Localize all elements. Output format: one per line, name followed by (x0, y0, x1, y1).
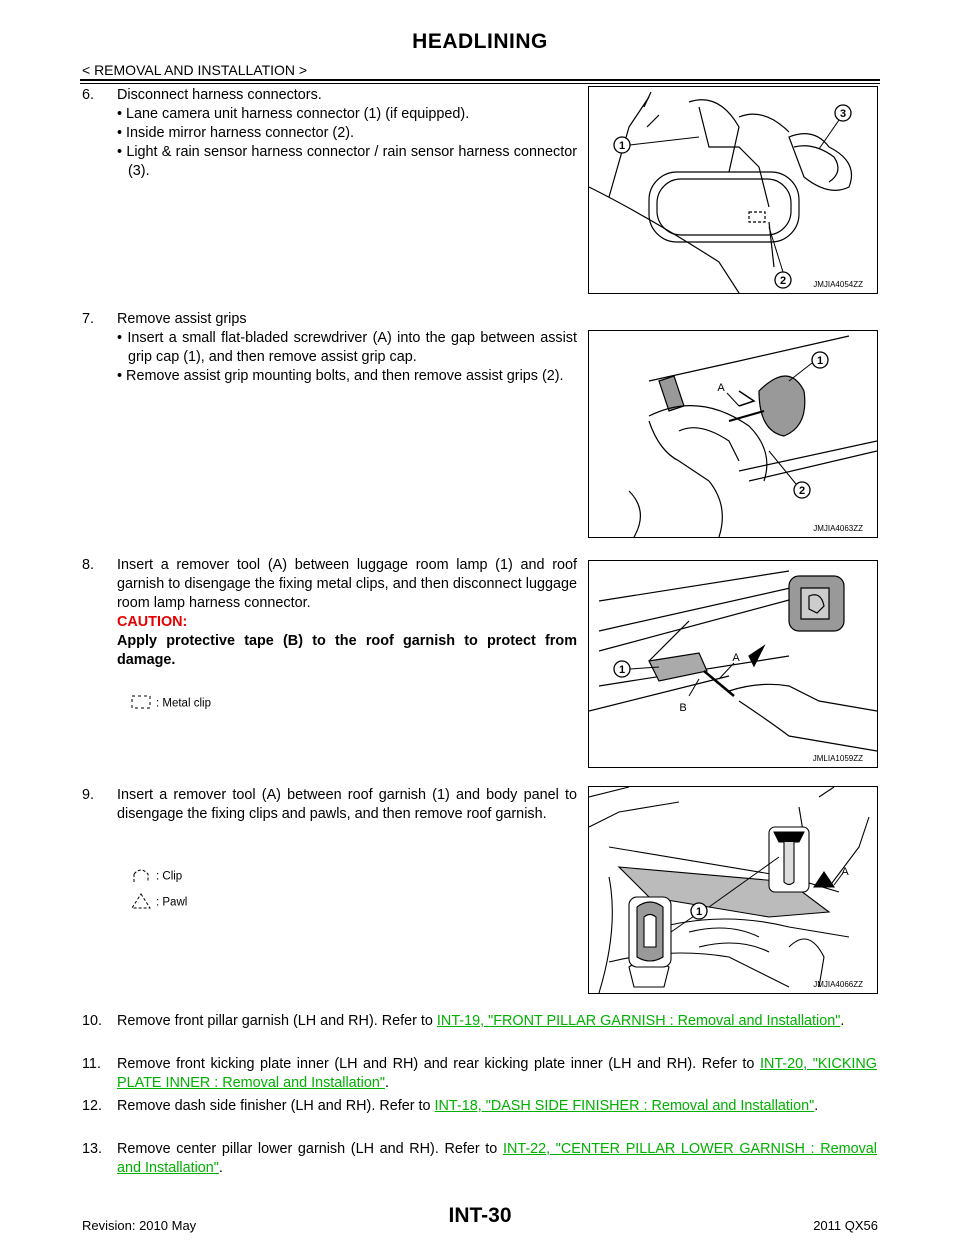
step-text: Insert a remover tool (A) between roof garnish (1) and body panel to disengage the fixing clips and pawls, and then remove roof garnish. (117, 787, 577, 822)
page-title: HEADLINING (412, 30, 548, 53)
callout-label: 2 (798, 485, 806, 497)
bullet-item: • Remove assist grip mounting bolts, and then remove assist grips (2). (117, 368, 564, 384)
caution-text: Apply protective tape (B) to the roof garnish to protect from damage. (117, 633, 577, 668)
bullet-item: • Insert a small flat-bladed screwdriver (A) into the gap between assist grip cap (1), and then remove assist grip cap. (117, 330, 577, 365)
figure-step-6 (588, 86, 878, 294)
legend-clip: : Clip (130, 866, 182, 887)
step-12: 12. Remove dash side finisher (LH and RH). Refer to INT-18, "DASH SIDE FINISHER : Removal and Installation". (82, 1098, 819, 1114)
bullet-item: • Inside mirror harness connector (2). (117, 125, 354, 141)
page-number: INT-30 (448, 1204, 512, 1227)
step-number: 7. (82, 311, 95, 327)
callout-label: 2 (779, 275, 787, 287)
step-number: 12. (82, 1098, 103, 1114)
clip-icon (130, 866, 156, 887)
callout-label: A (717, 382, 725, 394)
step-7 (82, 310, 577, 386)
caution-label: CAUTION: (117, 614, 188, 630)
mirror-illustration (589, 87, 877, 293)
header-rule-thin (80, 83, 880, 84)
figure-step-7 (588, 330, 878, 538)
figure-id: JMLIA1059ZZ (812, 754, 863, 763)
step-number: 11. (82, 1056, 101, 1072)
legend-pawl: : Pawl (130, 892, 187, 913)
figure-step-8 (588, 560, 878, 768)
callout-label: 1 (695, 906, 703, 918)
header-rule (80, 79, 880, 81)
step-number: 13. (82, 1141, 103, 1157)
luggage-lamp-illustration (589, 561, 877, 767)
ref-link-center-pillar[interactable]: INT-22, "CENTER PILLAR LOWER GARNISH : Removal and Installation" (117, 1141, 877, 1176)
callout-label: A (841, 866, 849, 878)
step-text: Remove assist grips (117, 311, 247, 327)
callout-label: 1 (618, 664, 626, 676)
ref-link-dash-side[interactable]: INT-18, "DASH SIDE FINISHER : Removal and Installation" (434, 1098, 815, 1114)
figure-id: JMJIA4066ZZ (813, 980, 863, 989)
step-number: 10. (82, 1013, 103, 1029)
step-text: Insert a remover tool (A) between luggage room lamp (1) and roof garnish to disengage the fixing metal clips, and then disconnect luggage room lamp harness connector. (117, 557, 577, 611)
callout-label: 3 (839, 108, 847, 120)
legend-metal-clip: : Metal clip (130, 694, 211, 713)
step-9 (82, 786, 577, 824)
metal-clip-icon (130, 694, 156, 713)
figure-step-9 (588, 786, 878, 994)
revision-date: Revision: 2010 May (82, 1218, 197, 1233)
figure-id: JMJIA4063ZZ (813, 524, 863, 533)
ref-link-kicking-plate[interactable]: INT-20, "KICKING PLATE INNER : Removal and Installation" (117, 1056, 877, 1091)
step-13: 13. Remove center pillar lower garnish (LH and RH). Refer to INT-22, "CENTER PILLAR LOWER GARNISH : Removal and Installation". (82, 1141, 877, 1176)
step-10: 10. Remove front pillar garnish (LH and RH). Refer to INT-19, "FRONT PILLAR GARNISH : Removal and Installation". (82, 1013, 845, 1029)
step-number: 8. (82, 557, 95, 573)
step-11: 11. Remove front kicking plate inner (LH and RH) and rear kicking plate inner (LH and RH). Refer to INT-20, "KICKING PLATE INNER : Removal and Installation". (82, 1056, 877, 1091)
section-breadcrumb: < REMOVAL AND INSTALLATION > (82, 62, 308, 78)
step-6 (82, 86, 577, 181)
bullet-item: • Light & rain sensor harness connector / rain sensor harness connector (3). (117, 144, 577, 179)
callout-label: 1 (618, 140, 626, 152)
roof-garnish-illustration (589, 787, 877, 993)
callout-label: B (679, 702, 687, 714)
pawl-icon (130, 892, 156, 913)
step-8 (82, 556, 577, 670)
bullet-item: • Lane camera unit harness connector (1) (if equipped). (117, 106, 470, 122)
ref-link-front-pillar[interactable]: INT-19, "FRONT PILLAR GARNISH : Removal and Installation" (436, 1013, 841, 1029)
callout-label: A (732, 652, 740, 664)
step-text: Disconnect harness connectors. (117, 87, 322, 103)
step-number: 6. (82, 87, 95, 103)
figure-id: JMJIA4054ZZ (813, 280, 863, 289)
assist-grip-illustration (589, 331, 877, 537)
vehicle-model: 2011 QX56 (813, 1218, 878, 1233)
callout-label: 1 (816, 355, 824, 367)
step-number: 9. (82, 787, 95, 803)
